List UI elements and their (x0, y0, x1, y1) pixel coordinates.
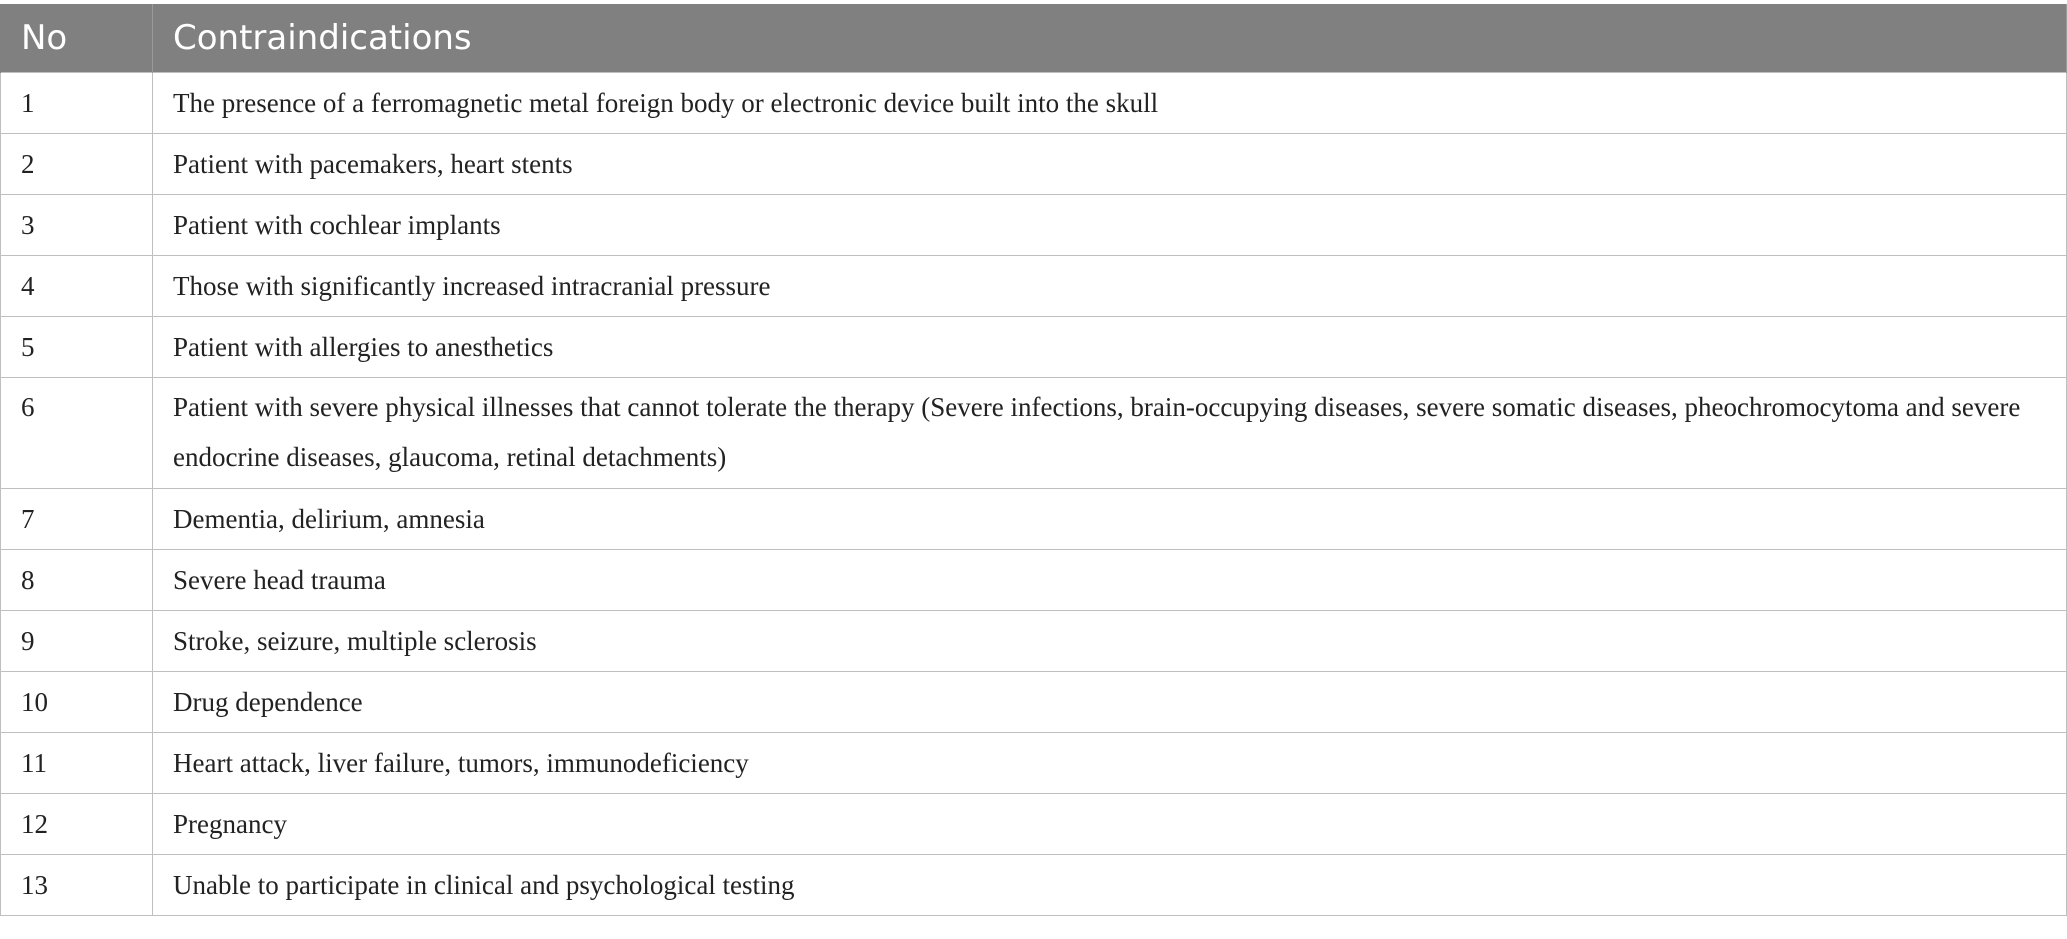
row-contraindication: Those with significantly increased intracranial pressure (153, 255, 2067, 316)
table-row (1, 377, 2067, 488)
row-number: 6 (1, 377, 153, 488)
row-contraindication: Patient with pacemakers, heart stents (153, 133, 2067, 194)
row-number: 12 (1, 793, 153, 854)
table-row (1, 671, 2067, 732)
table-row (1, 732, 2067, 793)
row-contraindication: Drug dependence (153, 671, 2067, 732)
table-row (1, 793, 2067, 854)
table-body (1, 72, 2067, 915)
header-row (1, 4, 2067, 72)
row-number: 2 (1, 133, 153, 194)
row-number: 11 (1, 732, 153, 793)
row-number: 4 (1, 255, 153, 316)
table-row (1, 610, 2067, 671)
row-contraindication: Patient with severe physical illnesses that cannot tolerate the therapy (Severe infections, brain-occupying diseases, severe somatic diseases, pheochromocytoma and severe endocrine diseases, glaucoma, retinal detachments) (153, 377, 2067, 488)
contraindications-table-wrapper (0, 4, 2066, 916)
row-number: 10 (1, 671, 153, 732)
row-contraindication: Unable to participate in clinical and psychological testing (153, 854, 2067, 915)
row-contraindication: The presence of a ferromagnetic metal foreign body or electronic device built into the skull (153, 72, 2067, 133)
row-number: 5 (1, 316, 153, 377)
header-no: No (1, 4, 153, 72)
table-row (1, 549, 2067, 610)
row-contraindication: Dementia, delirium, amnesia (153, 488, 2067, 549)
row-contraindication: Pregnancy (153, 793, 2067, 854)
table-row (1, 194, 2067, 255)
table-row (1, 488, 2067, 549)
row-number: 13 (1, 854, 153, 915)
table-row (1, 72, 2067, 133)
row-contraindication: Heart attack, liver failure, tumors, immunodeficiency (153, 732, 2067, 793)
table-row (1, 316, 2067, 377)
row-number: 3 (1, 194, 153, 255)
row-number: 9 (1, 610, 153, 671)
row-contraindication: Patient with allergies to anesthetics (153, 316, 2067, 377)
table-row (1, 133, 2067, 194)
contraindications-table (0, 4, 2067, 916)
row-contraindication: Patient with cochlear implants (153, 194, 2067, 255)
table-row (1, 255, 2067, 316)
row-number: 7 (1, 488, 153, 549)
row-contraindication: Severe head trauma (153, 549, 2067, 610)
row-number: 8 (1, 549, 153, 610)
header-contraindications: Contraindications (153, 4, 2067, 72)
row-number: 1 (1, 72, 153, 133)
table-header (1, 4, 2067, 72)
row-contraindication: Stroke, seizure, multiple sclerosis (153, 610, 2067, 671)
table-row (1, 854, 2067, 915)
